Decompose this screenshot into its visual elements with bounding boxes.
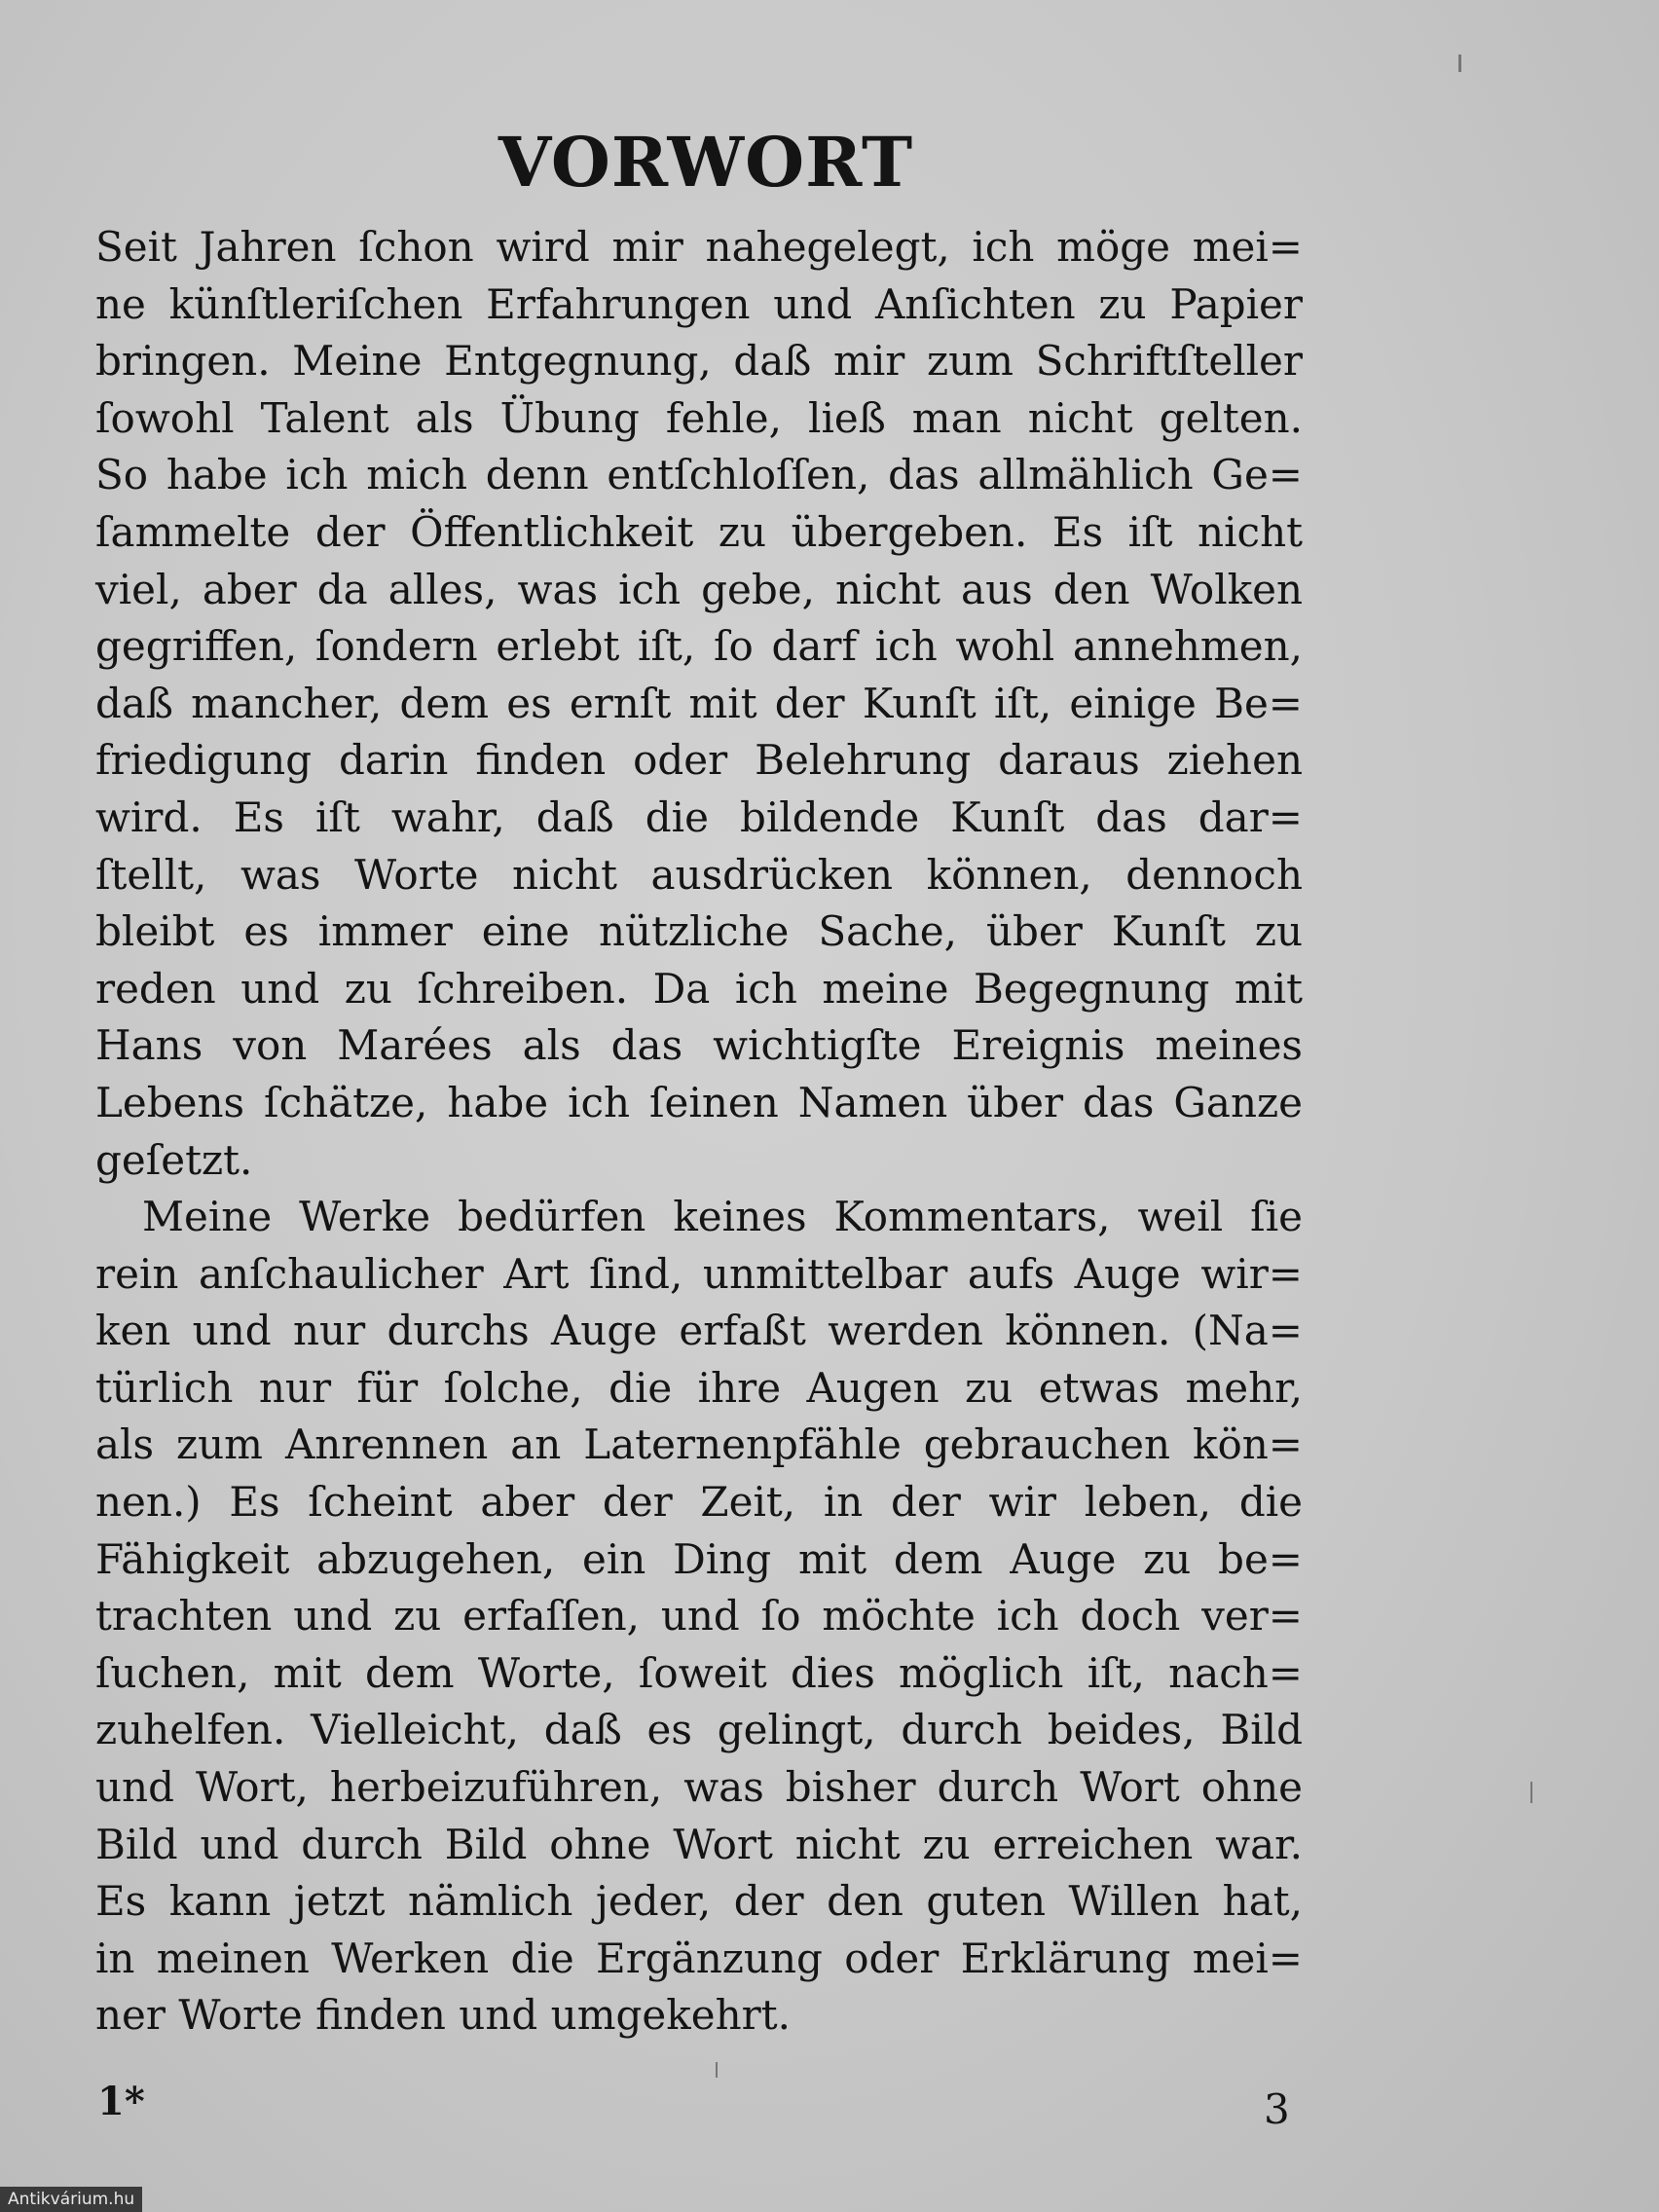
text-line: ſammelte der Öffentlichkeit zu übergeben. Es iſt nicht	[95, 507, 1303, 556]
text-line: viel, aber da alles, was ich gebe, nicht aus den Wolken	[95, 565, 1303, 613]
text-line: Es kann jetzt nämlich jeder, der den guten Willen hat,	[95, 1877, 1303, 1926]
text-line: ner Worte finden und umgekehrt.	[95, 1991, 791, 2040]
text-line: friedigung darin finden oder Belehrung daraus ziehen	[95, 736, 1303, 785]
text-line: wird. Es iſt wahr, daß die bildende Kunſt das dar=	[95, 793, 1303, 841]
paper-speck	[1530, 1782, 1532, 1803]
paragraph-2	[95, 1189, 1303, 2045]
text-line: in meinen Werken die Ergänzung oder Erklärung mei=	[95, 1934, 1303, 1982]
paper-speck	[1458, 55, 1461, 72]
text-line: geſetzt.	[95, 1135, 253, 1184]
text-line: und Wort, herbeizuführen, was bisher durch Wort ohne	[95, 1763, 1303, 1812]
text-line: rein anſchaulicher Art ſind, unmittelbar aufs Auge wir=	[95, 1249, 1303, 1298]
text-line: ne künſtleriſchen Erfahrungen und Anſichten zu Papier	[95, 279, 1303, 328]
watermark-label: Antikvárium.hu	[0, 2187, 142, 2212]
page-title: VORWORT	[498, 122, 914, 203]
text-line: nen.) Es ſcheint aber der Zeit, in der wir leben, die	[95, 1478, 1303, 1527]
text-line: Hans von Marées als das wichtigſte Ereignis meines	[95, 1021, 1303, 1070]
page-number: 3	[1264, 2085, 1290, 2133]
text-line: Meine Werke bedürfen keines Kommentars, weil ſie	[142, 1193, 1303, 1241]
text-line: bleibt es immer eine nützliche Sache, über Kunſt zu	[95, 907, 1303, 956]
text-line: als zum Anrennen an Laternenpfähle gebrauchen kön=	[95, 1420, 1303, 1469]
text-line: Lebens ſchätze, habe ich ſeinen Namen über das Ganze	[95, 1078, 1303, 1126]
text-line: Fähigkeit abzugehen, ein Ding mit dem Auge zu be=	[95, 1534, 1303, 1583]
text-line: reden und zu ſchreiben. Da ich meine Begegnung mit	[95, 964, 1303, 1013]
signature-mark: 1*	[97, 2079, 145, 2124]
text-line: ſtellt, was Worte nicht ausdrücken können, dennoch	[95, 850, 1303, 899]
text-line: daß mancher, dem es ernſt mit der Kunſt iſt, einige Be=	[95, 679, 1303, 727]
text-line: gegriffen, ſondern erlebt iſt, ſo darf ich wohl annehmen,	[95, 622, 1303, 671]
text-line: Bild und durch Bild ohne Wort nicht zu erreichen war.	[95, 1820, 1303, 1868]
text-line: ſowohl Talent als Übung fehle, ließ man nicht gelten.	[95, 393, 1303, 442]
paper-speck	[716, 2062, 718, 2078]
text-line: ſuchen, mit dem Worte, ſoweit dies möglich iſt, nach=	[95, 1648, 1303, 1697]
text-line: trachten und zu erfaſſen, und ſo möchte ich doch ver=	[95, 1592, 1303, 1641]
text-line: Seit Jahren ſchon wird mir nahegelegt, ich möge mei=	[95, 223, 1303, 271]
paragraph-1	[95, 219, 1303, 1189]
body-text	[95, 219, 1303, 2045]
text-line: So habe ich mich denn entſchloſſen, das allmählich Ge=	[95, 451, 1303, 499]
text-line: bringen. Meine Entgegnung, daß mir zum Schriftſteller	[95, 337, 1303, 386]
text-line: ken und nur durchs Auge erfaßt werden können. (Na=	[95, 1307, 1303, 1355]
text-line: türlich nur für ſolche, die ihre Augen zu etwas mehr,	[95, 1363, 1303, 1412]
text-line: zuhelfen. Vielleicht, daß es gelingt, durch beides, Bild	[95, 1706, 1303, 1754]
